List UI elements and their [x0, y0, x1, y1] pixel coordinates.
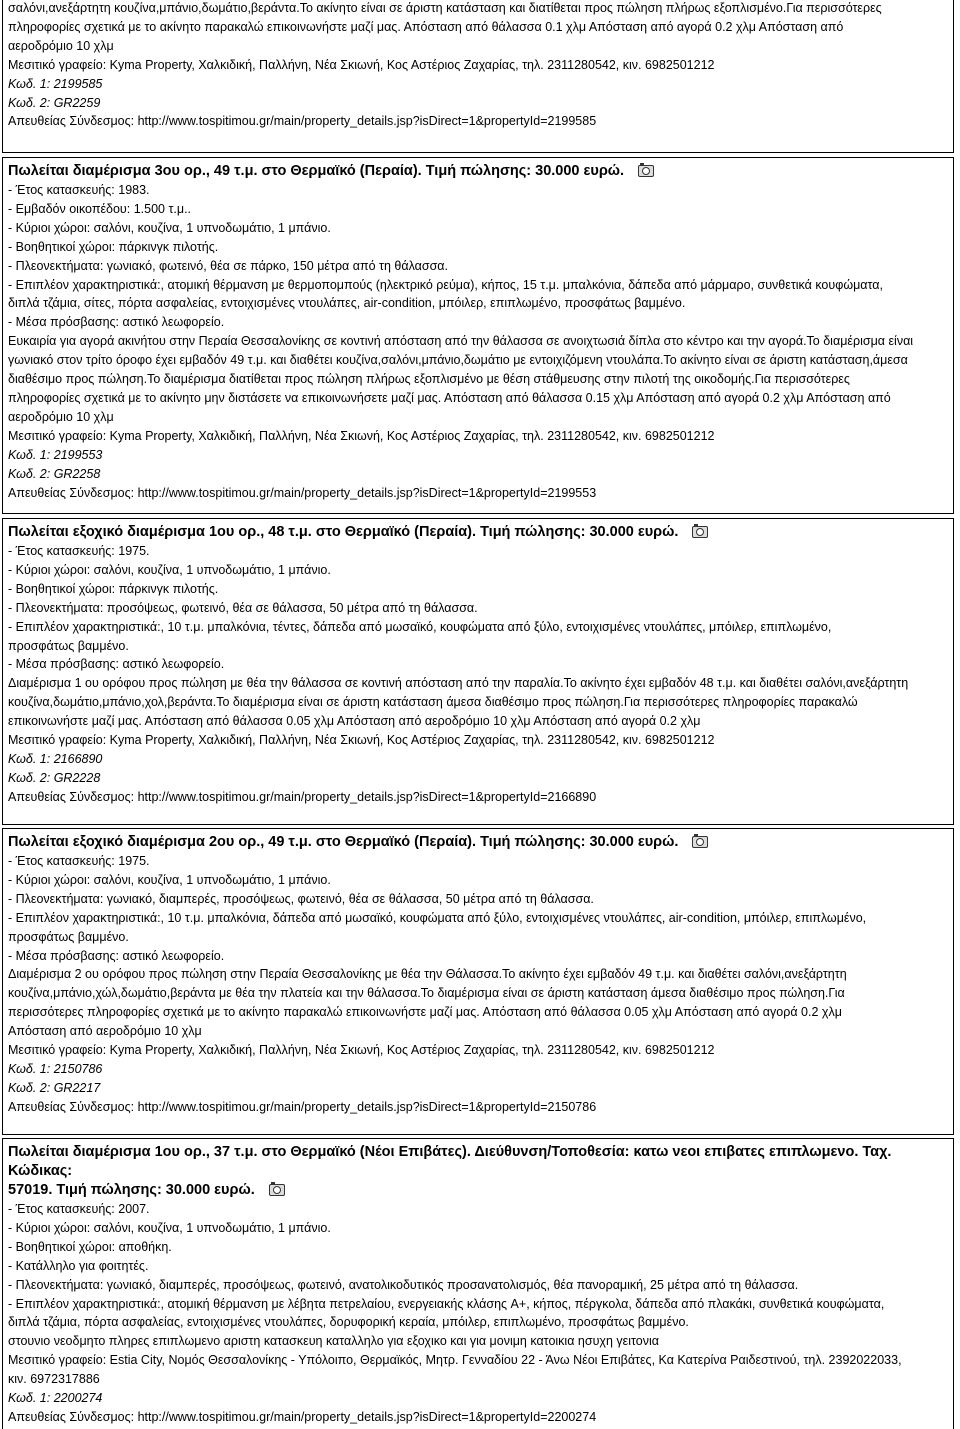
listing-text-line: - Πλεονεκτήματα: γωνιακό, διαμπερές, προσόψεως, φωτεινό, θέα σε θάλασσα, 50 μέτρα από τη θάλασσα. [8, 891, 594, 906]
camera-icon[interactable] [269, 1184, 285, 1196]
listing-text-line: Μεσιτικό γραφείο: Kyma Property, Χαλκιδική, Παλλήνη, Νέα Σκιωνή, Κος Αστέριος Ζαχαρίας, τηλ. 2311280542, κιν. 6982501212 [8, 1043, 715, 1058]
listing-text-line: - Πλεονεκτήματα: γωνιακό, φωτεινό, θέα σε πάρκο, 150 μέτρα από τη θάλασσα. [8, 258, 448, 273]
listing-text-line: - Επιπλέον χαρακτηριστικά:, ατομική θέρμανση με θερμοπομπούς (ηλεκτρικό ρεύμα), κήπος, 15 τ.μ. μπαλκόνια, δάπεδα από μάρμαρο, συνθετικά κουφώματα, [8, 277, 883, 292]
listing-code-2: Κωδ. 2: GR2258 [8, 466, 101, 481]
listing-text-line: - Βοηθητικοί χώροι: πάρκινγκ πιλοτής. [8, 581, 219, 596]
listing-text-line: κουζίνα,μπάνιο,χώλ,δωμάτιο,βεράντα με θέα την πλατεία και την θάλασσα.Το διαμέρισμα είναι σε άριστη κατάσταση άμεσα διαθέσιμο προς πώληση.Για [8, 986, 845, 1001]
listing-text-line: κιν. 6972317886 [8, 1372, 100, 1387]
listing-text-line: Διαμέρισμα 2 ου ορόφου προς πώληση στην Περαία Θεσσαλονίκης με θέα την Θάλασσα.Το ακίνητο έχει εμβαδόν 49 τ.μ. και διαθέτει σαλόνι,ανεξάρτητη [8, 967, 847, 982]
listing-text-line: - Κύριοι χώροι: σαλόνι, κουζίνα, 1 υπνοδωμάτιο, 1 μπάνιο. [8, 562, 331, 577]
listing-text-line: προσφάτως βαμμένο. [8, 638, 129, 653]
listing-text-line: - Κύριοι χώροι: σαλόνι, κουζίνα, 1 υπνοδωμάτιο, 1 μπάνιο. [8, 872, 331, 887]
listing-text-line: Μεσιτικό γραφείο: Kyma Property, Χαλκιδική, Παλλήνη, Νέα Σκιωνή, Κος Αστέριος Ζαχαρίας, τηλ. 2311280542, κιν. 6982501212 [8, 733, 715, 748]
listing-code-2: Κωδ. 2: GR2228 [8, 770, 101, 785]
listing-text-line: - Έτος κατασκευής: 1975. [8, 544, 150, 558]
listing-text-line: αεροδρόμιο 10 χλμ [8, 409, 114, 424]
listing-text-line: Ευκαιρία για αγορά ακινήτου στην Περαία Θεσσαλονίκης σε κοντινή απόσταση από την θάλασσα σε ανοιχτωσιά δίπλα στο κέντρο και την αγορά.Το διαμέρισμα είναι [8, 334, 914, 349]
listing-text-line: Απόσταση από αεροδρόμιο 10 χλμ [8, 1024, 202, 1039]
listing-text-line: - Βοηθητικοί χώροι: πάρκινγκ πιλοτής. [8, 239, 219, 254]
listing-title [8, 833, 948, 852]
listing-code-1: Κωδ. 1: 2150786 [8, 1061, 103, 1076]
listing-title [8, 162, 948, 181]
listing-text-line: - Βοηθητικοί χώροι: αποθήκη. [8, 1239, 172, 1254]
listing-text-line: Διαμέρισμα 1 ου ορόφου προς πώληση με θέα την θάλασσα σε κοντινή απόσταση από την παραλία.Το ακίνητο έχει εμβαδόν 48 τ.μ. και διαθέτει σαλόνι,ανεξάρτητη [8, 676, 909, 691]
listing-title [8, 523, 948, 542]
listing-title-text: Πωλείται διαμέρισμα 1ου ορ., 37 τ.μ. στο Θερμαϊκό (Νέοι Επιβάτες). Διεύθυνση/Τοποθεσία: κατω νεοι επιβατες επιπλωμενο. Ταχ. Κώδικας: [8, 1144, 892, 1179]
listing-text-line: σαλόνι,ανεξάρτητη κουζίνα,μπάνιο,δωμάτιο,βεράντα.Το ακίνητο είναι σε άριστη κατάσταση και διατίθεται προς πώληση πλήρως εξοπλισμένο.Για περισσότερες [8, 1, 882, 15]
listing-code-2: Κωδ. 2: GR2217 [8, 1080, 101, 1095]
listing-text-line: - Μέσα πρόσβασης: αστικό λεωφορείο. [8, 948, 225, 963]
listing-text-line: επικοινωνήστε μαζί μας. Απόσταση από θάλασσα 0.05 χλμ Απόσταση από αεροδρόμιο 10 χλμ Απόσταση από αγορά 0.2 χλμ [8, 714, 701, 729]
listing-text-line: διαθέσιμο προς πώληση.Το διαμέρισμα διατίθεται προς πώληση πλήρως εξοπλισμένο με θέση στάθμευσης στην πιλοτή της οικοδομής.Για περισσότερες [8, 372, 850, 387]
listing-text-line: - Πλεονεκτήματα: γωνιακό, διαμπερές, προσόψεως, φωτεινό, ανατολικοδυτικός προσανατολισμός, θέα πανοραμική, 25 μέτρα από τη θάλασσα. [8, 1277, 799, 1292]
listing-block [2, 518, 954, 825]
listing-block [2, 157, 954, 514]
listing-text-line: - Εμβαδόν οικοπέδου: 1.500 τ.μ.. [8, 201, 192, 216]
listing-text-line: - Επιπλέον χαρακτηριστικά:, ατομική θέρμανση με λέβητα πετρελαίου, ενεργειακής κλάσης A+, κήπος, πέργκολα, δάπεδα από πλακάκι, συνθετικά κουφώματα, [8, 1296, 885, 1311]
listing-text-line: - Κύριοι χώροι: σαλόνι, κουζίνα, 1 υπνοδωμάτιο, 1 μπάνιο. [8, 1220, 331, 1235]
listing-title-continued [8, 1181, 948, 1200]
listing-text-line: κουζίνα,δωμάτιο,μπάνιο,χολ,βεράντα.Το διαμέρισμα είναι σε άριστη κατάσταση άμεσα διαθέσιμο προς πώληση.Για περισσότερες πληροφορίες παρακαλώ [8, 695, 858, 710]
listing-block [2, 1138, 954, 1429]
listing-block [2, 0, 954, 153]
listing-text-line: αεροδρόμιο 10 χλμ [8, 38, 114, 53]
listing-title-text: 57019. Τιμή πώλησης: 30.000 ευρώ. [8, 1182, 255, 1198]
listing-code-1: Κωδ. 1: 2166890 [8, 751, 103, 766]
listing-text-line: Μεσιτικό γραφείο: Estia City, Νομός Θεσσαλονίκης - Υπόλοιπο, Θερμαϊκός, Μητρ. Γενναδίου 22 - Άνω Νέοι Επιβάτες, Κα Κατερίνα Ραιδεστινού, τηλ. 2392022033, [8, 1353, 902, 1368]
listing-direct-link[interactable]: Απευθείας Σύνδεσμος: http://www.tospitimou.gr/main/property_details.jsp?isDirect=1&propertyId=2150786 [8, 1099, 597, 1114]
listing-text-line: προσφάτως βαμμένο. [8, 929, 129, 944]
listing-text-line: περισσότερες πληροφορίες σχετικά με το ακίνητο παρακαλώ επικοινωνήστε μαζί μας. Απόσταση από θάλασσα 0.05 χλμ Απόσταση από αγορά 0.2 χλμ [8, 1005, 842, 1020]
listing-direct-link[interactable]: Απευθείας Σύνδεσμος: http://www.tospitimou.gr/main/property_details.jsp?isDirect=1&propertyId=2199553 [8, 485, 597, 500]
listing-title-text: Πωλείται εξοχικό διαμέρισμα 1ου ορ., 48 τ.μ. στο Θερμαϊκό (Περαία). Τιμή πώλησης: 30.000 ευρώ. [8, 524, 679, 540]
listing-text-line: διπλά τζάμια, σίτες, πόρτα ασφαλείας, εντοιχισμένες ντουλάπες, air-condition, μπόιλερ, επιπλωμένο, προσφάτως βαμμένο. [8, 296, 686, 311]
listing-text-line: γωνιακό στον τρίτο όροφο έχει εμβαδόν 49 τ.μ. και διαθέτει κουζίνα,σαλόνι,μπάνιο,δωμάτιο με εντοιχιζόμενη ντουλάπα.Το ακίνητο είναι σε άριστη κατάσταση,άμεσα [8, 353, 908, 368]
listing-text-line: - Μέσα πρόσβασης: αστικό λεωφορείο. [8, 315, 225, 330]
camera-icon[interactable] [638, 165, 654, 177]
listing-text-line: - Επιπλέον χαρακτηριστικά:, 10 τ.μ. μπαλκόνια, τέντες, δάπεδα από μωσαϊκό, κουφώματα από ξύλο, εντοιχισμένες ντουλάπες, μπόιλερ, επιπλωμένο, [8, 619, 832, 634]
listing-title-text: Πωλείται διαμέρισμα 3ου ορ., 49 τ.μ. στο Θερμαϊκό (Περαία). Τιμή πώλησης: 30.000 ευρώ. [8, 163, 625, 179]
listing-code-1: Κωδ. 1: 2199553 [8, 447, 103, 462]
listing-block [2, 828, 954, 1135]
listing-text-line: διπλά τζάμια, πόρτα ασφαλείας, εντοιχισμένες ντουλάπες, δορυφορική κεραία, μπόιλερ, επιπλωμένο, προσφάτως βαμμένο. [8, 1315, 689, 1330]
listing-title [8, 1143, 948, 1181]
listing-direct-link[interactable]: Απευθείας Σύνδεσμος: http://www.tospitimou.gr/main/property_details.jsp?isDirect=1&propertyId=2200274 [8, 1409, 597, 1424]
listing-title-text: Πωλείται εξοχικό διαμέρισμα 2ου ορ., 49 τ.μ. στο Θερμαϊκό (Περαία). Τιμή πώλησης: 30.000 ευρώ. [8, 834, 679, 850]
listing-code-2: Κωδ. 2: GR2259 [8, 95, 101, 110]
listing-text-line: Μεσιτικό γραφείο: Kyma Property, Χαλκιδική, Παλλήνη, Νέα Σκιωνή, Κος Αστέριος Ζαχαρίας, τηλ. 2311280542, κιν. 6982501212 [8, 428, 715, 443]
listing-text-line: - Κατάλληλο για φοιτητές. [8, 1258, 149, 1273]
camera-icon[interactable] [692, 836, 708, 848]
listing-code-1: Κωδ. 1: 2200274 [8, 1391, 103, 1406]
listing-direct-link[interactable]: Απευθείας Σύνδεσμος: http://www.tospitimou.gr/main/property_details.jsp?isDirect=1&propertyId=2199585 [8, 114, 597, 129]
listing-text-line: στουνιο νεοδμητο πληρες επιπλωμενο αριστη κατασκευη καταλληλο για εξοχικο και για μονιμη κατοικια ησυχη γειτονια [8, 1334, 659, 1349]
listing-direct-link[interactable]: Απευθείας Σύνδεσμος: http://www.tospitimou.gr/main/property_details.jsp?isDirect=1&propertyId=2166890 [8, 789, 597, 804]
listing-text-line: - Έτος κατασκευής: 1975. [8, 854, 150, 868]
camera-icon[interactable] [692, 526, 708, 538]
listing-text-line: πληροφορίες σχετικά με το ακίνητο παρακαλώ επικοινωνήστε μαζί μας. Απόσταση από θάλασσα 0.1 χλμ Απόσταση από αγορά 0.2 χλμ Απόσταση από [8, 19, 844, 34]
listing-text-line: - Επιπλέον χαρακτηριστικά:, 10 τ.μ. μπαλκόνια, δάπεδα από μωσαϊκό, κουφώματα από ξύλο, εντοιχισμένες ντουλάπες, air-condition, μπόιλερ, επιπλωμένο, [8, 910, 867, 925]
listing-text-line: - Πλεονεκτήματα: προσόψεως, φωτεινό, θέα σε θάλασσα, 50 μέτρα από τη θάλασσα. [8, 600, 478, 615]
listing-text-line: πληροφορίες σχετικά με το ακίνητο μην διστάσετε να επικοινωνήσετε μαζί μας. Απόσταση από θάλασσα 0.15 χλμ Απόσταση από αγορά 0.2 χλμ Απόσταση από [8, 390, 891, 405]
listing-text-line: - Έτος κατασκευής: 1983. [8, 183, 150, 197]
listing-code-1: Κωδ. 1: 2199585 [8, 76, 103, 91]
listing-text-line: - Κύριοι χώροι: σαλόνι, κουζίνα, 1 υπνοδωμάτιο, 1 μπάνιο. [8, 220, 331, 235]
listing-text-line: - Έτος κατασκευής: 2007. [8, 1202, 150, 1216]
listing-text-line: - Μέσα πρόσβασης: αστικό λεωφορείο. [8, 657, 225, 672]
listing-text-line: Μεσιτικό γραφείο: Kyma Property, Χαλκιδική, Παλλήνη, Νέα Σκιωνή, Κος Αστέριος Ζαχαρίας, τηλ. 2311280542, κιν. 6982501212 [8, 57, 715, 72]
